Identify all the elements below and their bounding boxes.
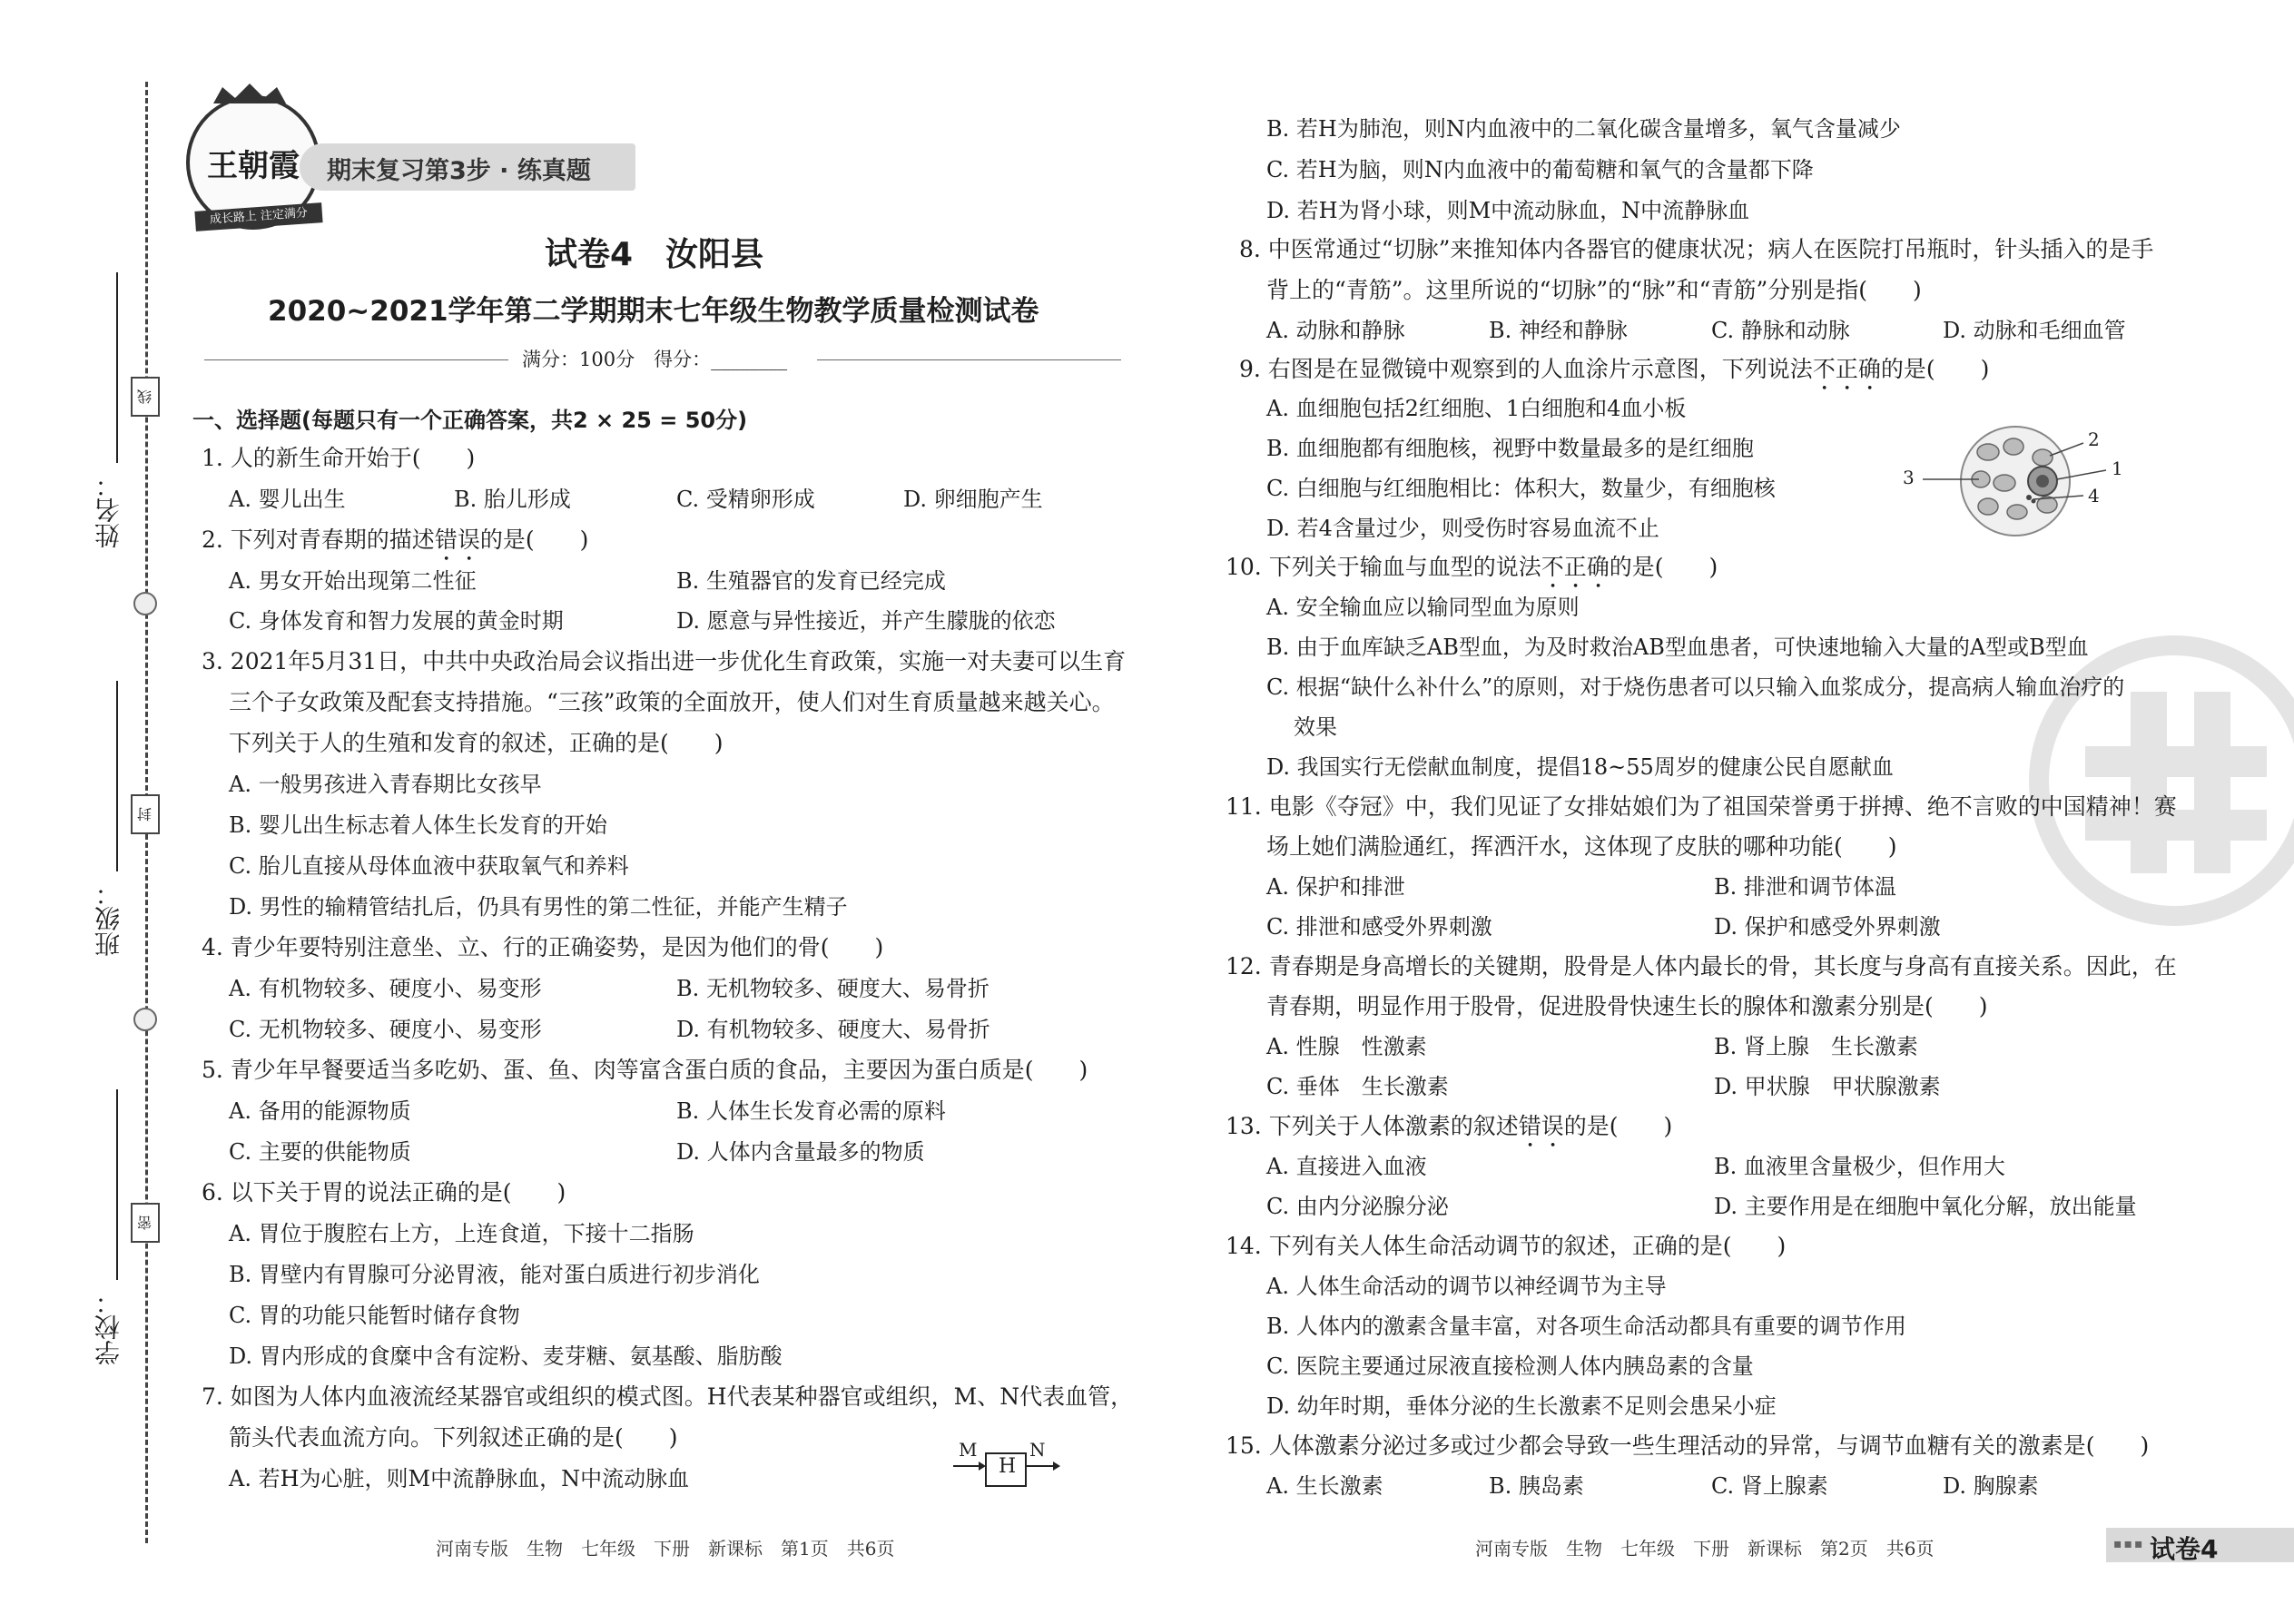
crown-icon	[213, 84, 286, 103]
q7-fig-label-n: N	[1029, 1439, 1046, 1461]
q9-stem	[1239, 354, 1989, 396]
step-banner-text: 期末复习第3步 · 练真题	[327, 157, 591, 185]
school-field-line	[116, 1089, 118, 1280]
q4-stem: 4. 青少年要特别注意坐、立、行的正确姿势，是因为他们的骨( )	[202, 934, 884, 960]
q11-option-a: A. 保护和排泄	[1266, 874, 1405, 900]
q10-option-b: B. 由于血库缺乏AB型血，为及时救治AB型血患者，可快速地输入大量的A型或B型血	[1266, 635, 2089, 660]
tag-decoration-icon: ▪▪▪	[2113, 1537, 2145, 1551]
q7-fig-label-h: H	[999, 1455, 1017, 1478]
binding-ring-icon	[133, 1008, 157, 1031]
q6-option-a: A. 胃位于腹腔右上方，上连食道，下接十二指肠	[229, 1221, 694, 1246]
q8-option-a: A. 动脉和静脉	[1266, 318, 1405, 343]
q7-option-b: B. 若H为肺泡，则N内血液中的二氧化碳含量增多，氧气含量减少	[1266, 116, 1901, 142]
q14-option-a: A. 人体生命活动的调节以神经调节为主导	[1266, 1274, 1667, 1299]
q12-option-d: D. 甲状腺 甲状腺激素	[1714, 1074, 1941, 1099]
q1-option-c: C. 受精卵形成	[676, 487, 815, 512]
q1-stem: 1. 人的新生命开始于( )	[202, 445, 476, 471]
q7-stem-line1: 7. 如图为人体内血液流经某器官或组织的模式图。H代表某种器官或组织，M、N代表血管，	[202, 1383, 1134, 1410]
q10-stem-tail: 的是( )	[1609, 554, 1718, 580]
q11-stem-line1: 11. 电影《夺冠》中，我们见证了女排姑娘们为了祖国荣誉勇于拼搏、绝不言败的中国精神！赛	[1226, 793, 2177, 820]
q3-stem-line3: 下列关于人的生殖和发育的叙述，正确的是( )	[229, 730, 724, 756]
q15-option-d: D. 胸腺素	[1943, 1473, 2039, 1499]
q2-stem	[202, 525, 588, 566]
exam-title: 试卷4 汝阳县	[545, 236, 764, 273]
q9-fig-label-4: 4	[2088, 485, 2100, 507]
q8-option-b: B. 神经和静脉	[1489, 318, 1628, 343]
q13-option-b: B. 血液里含量极少，但作用大	[1714, 1154, 2005, 1179]
q2-stem-text: 2. 下列对青春期的描述	[202, 527, 435, 553]
q4-option-c: C. 无机物较多、硬度小、易变形	[229, 1017, 542, 1042]
q14-option-d: D. 幼年时期，垂体分泌的生长激素不足则会患呆小症	[1266, 1393, 1777, 1419]
q3-option-d: D. 男性的输精管结扎后，仍具有男性的第二性征，并能产生精子	[229, 894, 848, 920]
q7-option-c: C. 若H为脑，则N内血液中的葡萄糖和氧气的含量都下降	[1266, 157, 1814, 182]
q15-option-b: B. 胰岛素	[1489, 1473, 1584, 1499]
q14-option-c: C. 医院主要通过尿液直接检测人体内胰岛素的含量	[1266, 1353, 1754, 1379]
q5-option-a: A. 备用的能源物质	[229, 1098, 411, 1124]
q10-emphasis: 不正确	[1541, 554, 1610, 580]
q3-stem-line1: 3. 2021年5月31日，中共中央政治局会议指出进一步优化生育政策，实施一对夫妻可以生育	[202, 648, 1127, 674]
q7-option-d: D. 若H为肾小球，则M中流动脉血，N中流静脉血	[1266, 198, 1750, 223]
q12-stem-line2: 青春期，明显作用于股骨，促进股骨快速生长的腺体和激素分别是( )	[1266, 993, 1988, 1019]
q11-option-b: B. 排泄和调节体温	[1714, 874, 1896, 900]
q2-emphasis: 错误	[434, 527, 480, 553]
q8-option-d: D. 动脉和毛细血管	[1943, 318, 2126, 343]
q12-option-b: B. 肾上腺 生长激素	[1714, 1034, 1918, 1059]
school-label: 学校：	[94, 1289, 123, 1365]
q15-option-c: C. 肾上腺素	[1711, 1473, 1828, 1499]
q10-stem	[1226, 552, 1718, 594]
q6-stem: 6. 以下关于胃的说法正确的是( )	[202, 1179, 566, 1206]
q11-option-d: D. 保护和感受外界刺激	[1714, 914, 1941, 940]
q8-option-c: C. 静脉和动脉	[1711, 318, 1850, 343]
q9-stem-tail: 的是( )	[1880, 356, 1990, 382]
exam-subtitle: 2020~2021学年第二学期期末七年级生物教学质量检测试卷	[268, 295, 1039, 328]
q4-option-b: B. 无机物较多、硬度大、易骨折	[676, 976, 989, 1001]
q11-stem-line2: 场上她们满脸通红，挥洒汗水，这体现了皮肤的哪种功能( )	[1266, 833, 1897, 860]
q14-stem: 14. 下列有关人体生命活动调节的叙述，正确的是( )	[1226, 1233, 1787, 1259]
q1-option-d: D. 卵细胞产生	[903, 487, 1043, 512]
q7-stem-line2: 箭头代表血流方向。下列叙述正确的是( )	[229, 1424, 678, 1451]
q5-option-c: C. 主要的供能物质	[229, 1139, 411, 1165]
q9-emphasis: 不正确	[1812, 356, 1881, 382]
seal-mark-box: 封	[131, 794, 160, 834]
q9-option-a: A. 血细胞包括2红细胞、1白细胞和4血小板	[1266, 396, 1687, 421]
q12-option-a: A. 性腺 性激素	[1266, 1034, 1427, 1059]
logo-text: 王朝霞	[207, 147, 300, 184]
q7-fig-label-m: M	[959, 1439, 978, 1461]
seal-mark-box: 密	[131, 1203, 160, 1243]
q9-stem-text: 9. 右图是在显微镜中观察到的人血涂片示意图，下列说法	[1239, 356, 1813, 382]
footer-right: 河南专版 生物 七年级 下册 新课标 第2页 共6页	[1475, 1538, 1935, 1560]
q2-option-b: B. 生殖器官的发育已经完成	[676, 568, 946, 594]
q5-option-d: D. 人体内含量最多的物质	[676, 1139, 925, 1165]
q2-stem-tail: 的是( )	[479, 527, 589, 553]
q15-stem: 15. 人体激素分泌过多或过少都会导致一些生理活动的异常，与调节血糖有关的激素是( )	[1226, 1432, 2150, 1459]
header-rule-right	[817, 359, 1121, 360]
q9-fig-label-3: 3	[1903, 467, 1915, 488]
q6-option-d: D. 胃内形成的食糜中含有淀粉、麦芽糖、氨基酸、脂肪酸	[229, 1343, 783, 1369]
footer-left: 河南专版 生物 七年级 下册 新课标 第1页 共6页	[436, 1538, 895, 1560]
q8-stem-line1: 8. 中医常通过“切脉”来推知体内各器官的健康状况；病人在医院打吊瓶时，针头插入的是手	[1239, 236, 2154, 262]
q14-option-b: B. 人体内的激素含量丰富，对各项生命活动都具有重要的调节作用	[1266, 1314, 1906, 1339]
q6-option-c: C. 胃的功能只能暂时储存食物	[229, 1303, 520, 1328]
q5-option-b: B. 人体生长发育必需的原料	[676, 1098, 946, 1124]
q7-option-a: A. 若H为心脏，则M中流静脉血，N中流动脉血	[229, 1466, 690, 1491]
seal-mark-box: 线	[131, 377, 160, 417]
q10-option-c: C. 根据“缺什么补什么”的原则，对于烧伤患者可以只输入血浆成分，提高病人输血治疗的	[1266, 674, 2125, 700]
q1-option-b: B. 胎儿形成	[454, 487, 571, 512]
q11-option-c: C. 排泄和感受外界刺激	[1266, 914, 1492, 940]
q2-option-c: C. 身体发育和智力发展的黄金时期	[229, 608, 564, 634]
class-label: 班级：	[94, 881, 123, 957]
q4-option-d: D. 有机物较多、硬度大、易骨折	[676, 1017, 990, 1042]
q8-stem-line2: 背上的“青筋”。这里所说的“切脉”的“脉”和“青筋”分别是指( )	[1266, 277, 1922, 303]
q12-option-c: C. 垂体 生长激素	[1266, 1074, 1449, 1099]
q7-flow-diagram	[953, 1439, 1062, 1491]
q9-option-b: B. 血细胞都有细胞核，视野中数量最多的是红细胞	[1266, 436, 1754, 461]
q13-stem-text: 13. 下列关于人体激素的叙述	[1226, 1113, 1519, 1139]
score-line: 满分：100分 得分：________	[522, 349, 788, 370]
q3-stem-line2: 三个子女政策及配套支持措施。“三孩”政策的全面放开，使人们对生育质量越来越关心。	[229, 689, 1115, 715]
q3-option-c: C. 胎儿直接从母体血液中获取氧气和养料	[229, 853, 629, 879]
q3-option-a: A. 一般男孩进入青春期比女孩早	[229, 772, 542, 797]
q3-option-b: B. 婴儿出生标志着人体生长发育的开始	[229, 812, 607, 838]
name-label: 姓名：	[94, 472, 123, 548]
q10-option-d: D. 我国实行无偿献血制度，提倡18~55周岁的健康公民自愿献血	[1266, 754, 1894, 780]
q13-option-a: A. 直接进入血液	[1266, 1154, 1427, 1179]
q5-stem: 5. 青少年早餐要适当多吃奶、蛋、鱼、肉等富含蛋白质的食品，主要因为蛋白质是( )	[202, 1057, 1088, 1083]
name-field-line	[116, 272, 118, 463]
q13-option-d: D. 主要作用是在细胞中氧化分解，放出能量	[1714, 1194, 2137, 1219]
q10-option-a: A. 安全输血应以输同型血为原则	[1266, 595, 1580, 620]
section-heading: 一、选择题(每题只有一个正确答案，共2 × 25 = 50分)	[192, 408, 748, 433]
q13-stem-tail: 的是( )	[1563, 1113, 1673, 1139]
q13-emphasis: 错误	[1518, 1113, 1564, 1139]
step-banner	[300, 143, 635, 191]
paper-tag-label: 试卷4	[2150, 1534, 2219, 1564]
q13-stem	[1226, 1111, 1672, 1153]
q12-stem-line1: 12. 青春期是身高增长的关键期，股骨是人体内最长的骨，其长度与身高有直接关系。因此，在	[1226, 953, 2177, 979]
q2-option-d: D. 愿意与异性接近，并产生朦胧的依恋	[676, 608, 1056, 634]
logo-ribbon: 成长路上 注定满分	[194, 202, 322, 231]
q6-option-b: B. 胃壁内有胃腺可分泌胃液，能对蛋白质进行初步消化	[229, 1262, 760, 1287]
q2-option-a: A. 男女开始出现第二性征	[229, 568, 477, 594]
q9-option-d: D. 若4含量过少，则受伤时容易血流不止	[1266, 516, 1659, 541]
q9-option-c: C. 白细胞与红细胞相比：体积大，数量少，有细胞核	[1266, 476, 1776, 501]
header-rule-left	[204, 359, 508, 360]
q4-option-a: A. 有机物较多、硬度小、易变形	[229, 976, 542, 1001]
binding-ring-icon	[133, 592, 157, 615]
q10-option-c-cont: 效果	[1294, 714, 1337, 740]
q9-fig-label-1: 1	[2112, 458, 2123, 479]
paper-tag	[2106, 1528, 2294, 1562]
q15-option-a: A. 生长激素	[1266, 1473, 1383, 1499]
q10-stem-text: 10. 下列关于输血与血型的说法	[1226, 554, 1541, 580]
class-field-line	[116, 681, 118, 871]
q9-fig-label-2: 2	[2088, 428, 2100, 450]
q13-option-c: C. 由内分泌腺分泌	[1266, 1194, 1449, 1219]
q1-option-a: A. 婴儿出生	[229, 487, 346, 512]
q9-blood-smear-figure	[1897, 418, 2133, 545]
